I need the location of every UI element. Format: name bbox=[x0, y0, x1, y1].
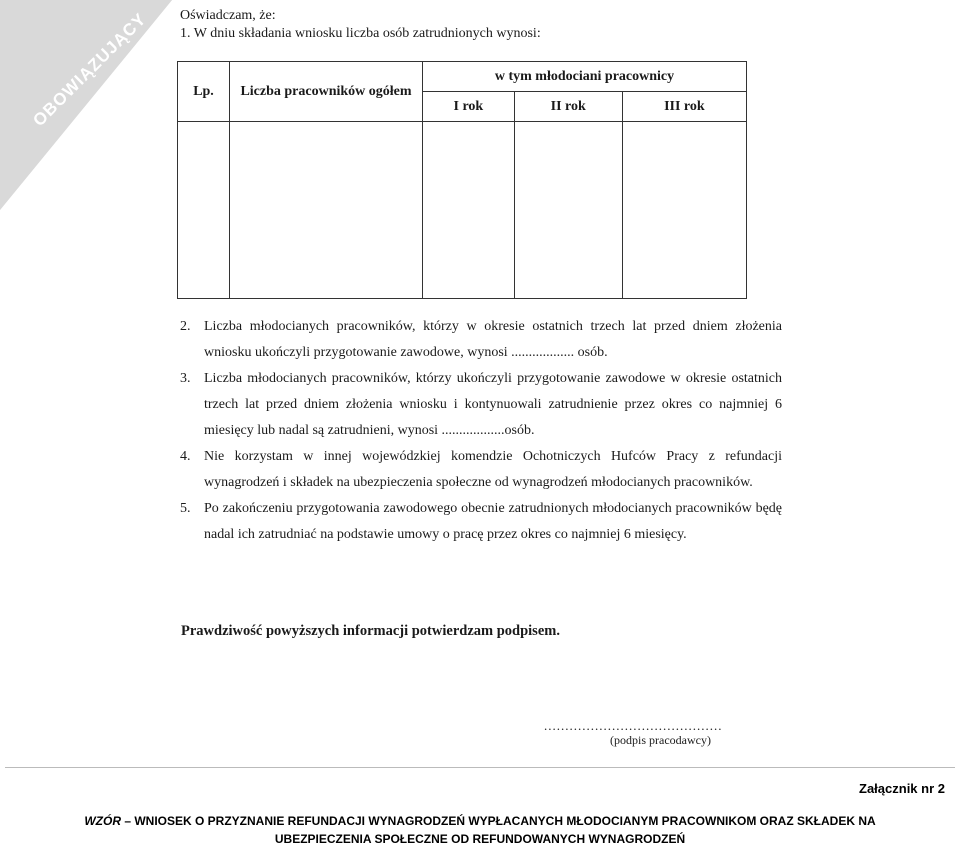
col-juvenile-header: w tym młodociani pracownicy bbox=[423, 62, 747, 92]
attachment-label: Załącznik nr 2 bbox=[859, 781, 945, 796]
declaration-heading: Oświadczam, że: bbox=[180, 8, 276, 23]
cell-year1 bbox=[423, 122, 515, 299]
item-text: Liczba młodocianych pracowników, którzy ukończyli przygotowanie zawodowe w okresie ostatnich trzech lat przed dniem złożenia wniosku i kontynuowali zatrudnienie przez okres co najmniej 6 miesięcy lub nadal są zatrudnieni, wynosi ..................osób. bbox=[204, 371, 782, 438]
col-total-header: Liczba pracowników ogółem bbox=[230, 62, 423, 122]
banner-text: OBOWIĄZUJĄCY bbox=[29, 9, 151, 131]
item-number: 4. bbox=[180, 449, 191, 464]
page-divider bbox=[5, 767, 955, 768]
item-number: 2. bbox=[180, 319, 191, 334]
declaration-list bbox=[180, 314, 782, 548]
col-lp-header: Lp. bbox=[178, 62, 230, 122]
status-banner bbox=[0, 0, 172, 210]
item-text: Nie korzystam w innej wojewódzkiej komendzie Ochotniczych Hufców Pracy z refundacji wynagrodzeń i składek na ubezpieczenia społeczne od wynagrodzeń młodocianych pracowników. bbox=[204, 449, 782, 490]
item-number: 5. bbox=[180, 501, 191, 516]
title-line-2: UBEZPIECZENIA SPOŁECZNE OD REFUNDOWANYCH WYNAGRODZEŃ bbox=[274, 832, 686, 846]
col-year3-header: III rok bbox=[622, 92, 746, 122]
cell-total bbox=[230, 122, 423, 299]
item-number: 3. bbox=[180, 371, 191, 386]
item-text: Liczba młodocianych pracowników, którzy w okresie ostatnich trzech lat przed dniem złożenia wniosku ukończyli przygotowanie zawodowe, wynosi .................. osób. bbox=[204, 319, 782, 360]
point-1-text: 1. W dniu składania wniosku liczba osób zatrudnionych wynosi: bbox=[180, 26, 541, 41]
item-text: Po zakończeniu przygotowania zawodowego obecnie zatrudnionych młodocianych pracowników będę nadal ich zatrudniać na podstawie umowy o pracę przez okres co najmniej 6 miesięcy. bbox=[204, 501, 782, 542]
form-title bbox=[30, 812, 930, 848]
signature-line: .......................................... bbox=[544, 718, 723, 733]
banner-shape bbox=[0, 0, 172, 210]
list-item bbox=[180, 444, 782, 496]
cell-year3 bbox=[622, 122, 746, 299]
title-line-1: – WNIOSEK O PRZYZNANIE REFUNDACJI WYNAGRODZEŃ WYPŁACANYCH MŁODOCIANYM PRACOWNIKOM ORAZ SKŁADEK NA bbox=[120, 814, 876, 828]
list-item bbox=[180, 366, 782, 444]
signature-label: (podpis pracodawcy) bbox=[610, 733, 711, 747]
col-year1-header: I rok bbox=[423, 92, 515, 122]
employees-table bbox=[177, 61, 747, 299]
col-year2-header: II rok bbox=[514, 92, 622, 122]
cell-lp bbox=[178, 122, 230, 299]
cell-year2 bbox=[514, 122, 622, 299]
confirmation-statement: Prawdziwość powyższych informacji potwierdzam podpisem. bbox=[181, 623, 560, 639]
list-item bbox=[180, 314, 782, 366]
title-prefix: WZÓR bbox=[84, 814, 121, 828]
list-item bbox=[180, 496, 782, 548]
